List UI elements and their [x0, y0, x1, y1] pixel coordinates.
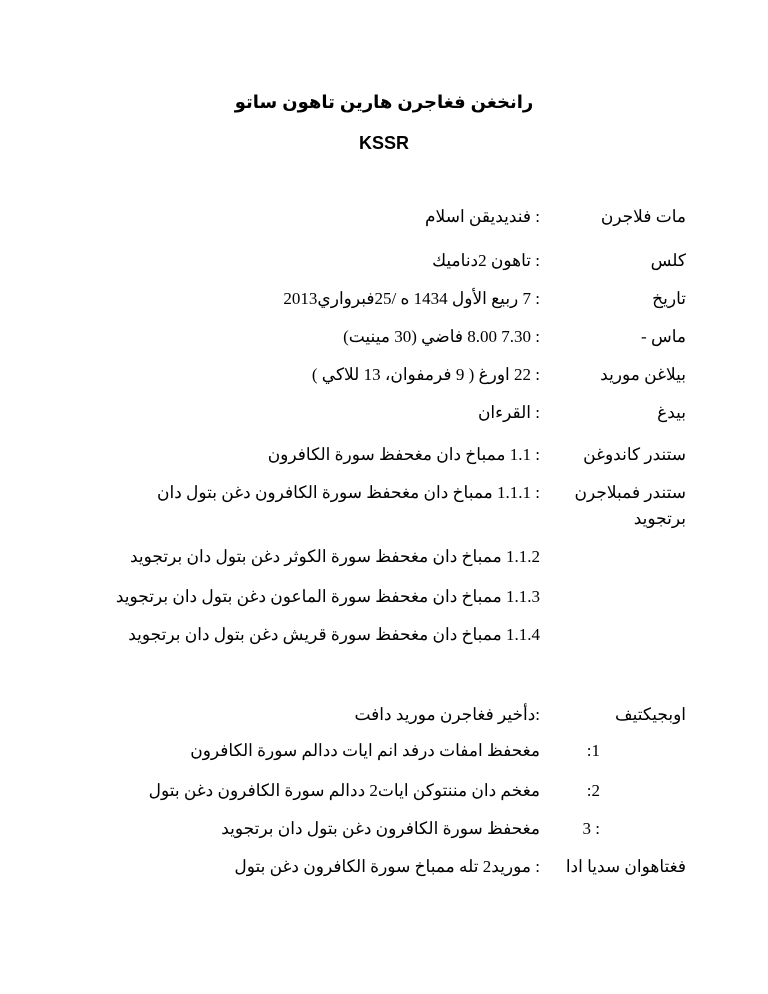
objective-item: مغحفظ سورة الكافرون دغن بتول دان برتجويد: [221, 819, 540, 838]
subject-label: مات فلاجرن: [600, 207, 686, 226]
date-label: تاريخ: [652, 289, 686, 308]
time-value: : 7.30 8.00 فاضي (30 مينيت): [343, 327, 540, 346]
field-value: : القرءان: [477, 403, 540, 422]
objective-item: مغحفظ امفات درفد انم ايات ددالم سورة الكافرون: [190, 741, 540, 760]
class-value: : تاهون 2دناميك: [432, 251, 540, 270]
prior-knowledge-label: فغتاهوان سديا ادا: [565, 857, 686, 876]
objective-number: :2: [586, 781, 600, 800]
objective-intro: :دأخير فغاجرن موريد دافت: [354, 705, 540, 724]
learning-standard-value: : 1.1.1 ممباخ دان مغحفظ سورة الكافرون دغن بتول دان: [157, 483, 540, 502]
document-title: رانخغن فغاجرن هارين تاهون ساتو: [234, 92, 534, 112]
field-label: بيدغ: [657, 403, 686, 422]
learning-standard-label-cont: برتجويد: [633, 509, 686, 528]
time-label: ماس -: [641, 327, 686, 346]
student-count-value: : 22 اورغ ( 9 فرمفوان، 13 للاكي ): [311, 365, 540, 384]
objective-label: اوبجيكتيف: [614, 705, 686, 724]
content-standard-value: : 1.1 ممباخ دان مغحفظ سورة الكافرون: [267, 445, 540, 464]
sub-item: 1.1.4 ممباخ دان مغحفظ سورة قريش دغن بتول دان برتجويد: [128, 625, 540, 644]
student-count-label: بيلاغن موريد: [600, 365, 686, 384]
learning-standard-label: ستندر فمبلاجرن: [574, 483, 686, 502]
objective-item: مغخم دان مننتوكن ايات2 ددالم سورة الكافرون دغن بتول: [148, 781, 540, 800]
prior-knowledge-value: : موريد2 تله ممباخ سورة الكافرون دغن بتول: [234, 857, 540, 876]
class-label: كلس: [650, 251, 686, 270]
document-subtitle: KSSR: [358, 133, 409, 153]
objective-number: 3 :: [582, 819, 600, 838]
sub-item: 1.1.2 ممباخ دان مغحفظ سورة الكوثر دغن بتول دان برتجويد: [129, 547, 540, 566]
date-value: : 7 ربيع الأول 1434 ه /25فبرواري2013: [283, 289, 540, 308]
subject-value: : فنديديقن اسلام: [425, 207, 540, 226]
objective-number: :1: [586, 741, 600, 760]
content-standard-label: ستندر كاندوغن: [583, 445, 686, 464]
sub-item: 1.1.3 ممباخ دان مغحفظ سورة الماعون دغن بتول دان برتجويد: [115, 587, 540, 606]
